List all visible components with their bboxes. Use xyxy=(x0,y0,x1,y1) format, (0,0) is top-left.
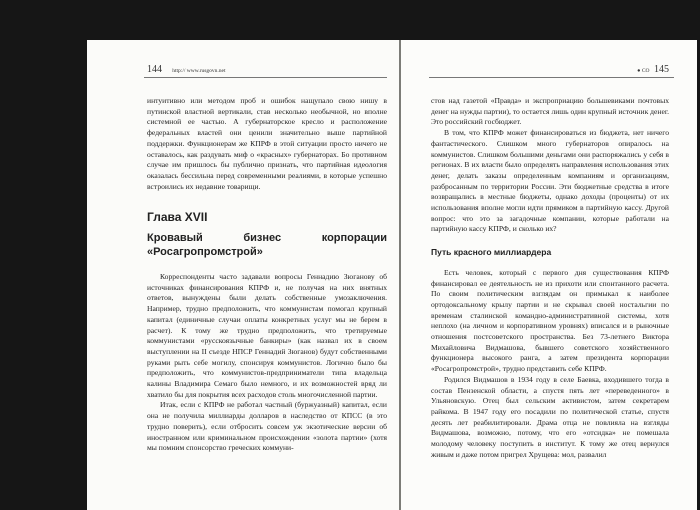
body-paragraph: В том, что КПРФ может финансироваться из бюджета, нет ничего фантастического. Слишком много губернаторов опиралось на коммунистов. Слишком большими деньгами они распоряжались у себя в регионах. В их власти было определять направления использования этих денег, делать заказы определенным компаниям и организациям, разбросанным по территории России. Эти бюджетные средства в итоге возвращались в местные бюджеты, однако доходы (проценты) от их использования вполне могли идти прямиком в партийную кассу. Другой вопрос: что это за загадочные компании, которые работали на партийную кассу КПРФ, и сколько их? xyxy=(431,128,669,234)
left-page xyxy=(87,40,399,510)
left-header-rule xyxy=(144,77,387,78)
body-paragraph: Родился Видмашов в 1934 году в селе Баевка, входившего тогда в состав Пензенской области, а спустя пять лет «переведенного» в Ульяновскую. Отец был сельским активистом, затем секретарем райкома. В 1947 году его посадили по политической статье, спустя десять лет реабилитировали. Драма отца не повлияла на взгляды Видмашова, возможно, потому, что его «отсидка» не помешала молодому человеку поступить в институт. К тому же отец вернулся живым и даже потом пригрел Хрущева: мол, развалил xyxy=(431,374,669,459)
intro-paragraph: интуитивно или методом проб и ошибок нащупало свою нишу в путинской властной вертикали, став несколько необычной, но вполне системной ее частью. А губернаторское кресло и расположение федеральных властей они ценили значительно выше партийной поддержки. Функционерам же КПРФ в этой ситуации просто ничего не оставалось, как раздувать миф о «красных» губернаторах. Бо противном случае им пришлось бы публично признать, что партийная идеология оказалась бессильна перед современными реалиями, в которые успешно встроились их недавние товарищи. xyxy=(147,96,387,191)
body-paragraph: Есть человек, который с первого дня существования КПРФ финансировал ее деятельность не из прихоти или спонтанного расчета. По своим политическим взглядам он примыкал к наиболее ортодоксальному крылу партии и не скрывал своей ностальгии по временам сталинской командно-административной системы, хотя неплохо (на личном и корпоративном уровнях) вписался и в рыночные отношения постсоветского пространства. Без 73-летнего Виктора Михайловича Видмашова, бывшего советского хозяйственного функционера высокого ранга, а затем президента корпорации «Росагропромстрой», трудно представить себе КПРФ. xyxy=(431,267,669,374)
right-page-number: 145 xyxy=(654,64,669,75)
header-mark: ● CO xyxy=(637,68,650,74)
right-header xyxy=(431,64,669,75)
left-body xyxy=(147,96,387,454)
continued-paragraph: стов над газетой «Правда» и экспроприацию большевиками почтовых денег на нужды партии), то остается лишь один крупный источник денег. Это российский госбюджет. xyxy=(431,96,669,127)
left-header xyxy=(147,64,226,75)
body-paragraph: Итак, если с КПРФ не работал частный (буржуазный) капитал, если она не получила миллиарды долларов в наследство от КПСС (в это трудно поверить), если отбросить совсем уж экзотические версии об иностранном или криминальном происхождении «золота партии» (хотя мы помним спонсорство греческих коммуни- xyxy=(147,400,387,453)
chapter-title: Кровавый бизнес корпорации «Росагропромстрой» xyxy=(147,232,387,259)
right-header-rule xyxy=(429,77,674,78)
chapter-label: Глава XVII xyxy=(147,210,208,225)
header-url: http:// www.rusgovn.net xyxy=(172,68,226,74)
left-page-number: 144 xyxy=(147,64,162,75)
right-body xyxy=(431,96,669,461)
section-title: Путь красного миллиардера xyxy=(431,247,552,258)
right-page xyxy=(401,40,697,510)
body-paragraph: Корреспонденты часто задавали вопросы Геннадию Зюганову об источниках финансирования КПРФ и, не получая на них внятных ответов, вынуждены были делать собственные умозаключения. Например, трудно предположить, что коммунистам помогал крупный капитал (единичные случаи оплаты конкретных услуг мы не берем в расчет). К тому же трудно предположить, что третируемые коммунистами «русскоязычные банкиры» (как назвал их в своем выступлении на II съезде НПСР Геннадий Зюганов) будут собственными руками рыть себе могилу, спонсируя коммунистов. Логично было бы предположить, что коммунистов-предприниматели типа владельца калины Владимира Семаго было немного, и их возможностей вряд ли хватило бы для покрытия всех расходов столь многочисленной партии. xyxy=(147,272,387,399)
